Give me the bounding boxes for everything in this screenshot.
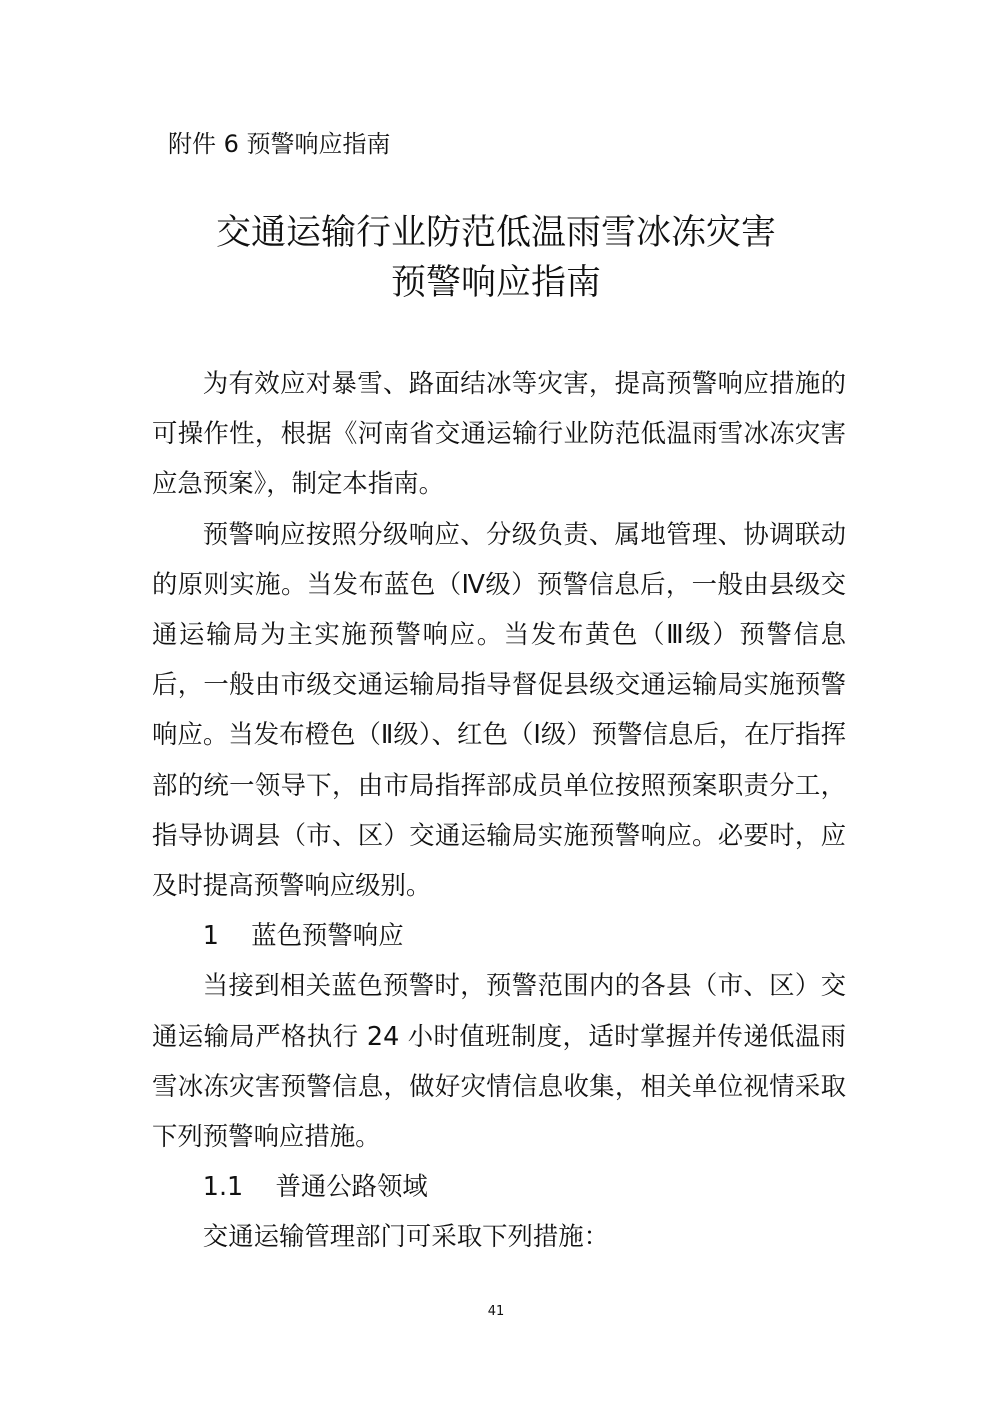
document-title xyxy=(0,208,992,308)
body-paragraph-1: 为有效应对暴雪、路面结冰等灾害，提高预警响应措施的可操作性，根据《河南省交通运输行业防范低温雨雪冰冻灾害应急预案》，制定本指南。 xyxy=(152,368,846,499)
document-title-line-1: 交通运输行业防范低温雨雪冰冻灾害 xyxy=(215,213,776,253)
section-heading-1-1: 1.1 普通公路领域 xyxy=(202,1171,428,1202)
body-paragraph-3: 当接到相关蓝色预警时，预警范围内的各县（市、区）交通运输局严格执行 24 小时值班制度，适时掌握并传递低温雨雪冰冻灾害预警信息，做好灾情信息收集，相关单位视情采取下列预警响应措施。 xyxy=(152,970,846,1152)
document-title-line-2: 预警响应指南 xyxy=(390,263,601,303)
page-number: 41 xyxy=(487,1304,505,1319)
attachment-label: 附件 6 预警响应指南 xyxy=(168,130,391,158)
body-paragraph-2: 预警响应按照分级响应、分级负责、属地管理、协调联动的原则实施。当发布蓝色（Ⅳ级）预警信息后，一般由县级交通运输局为主实施预警响应。当发布黄色（Ⅲ级）预警信息后，一般由市级交通运输局指导督促县级交通运输局实施预警响应。当发布橙色（Ⅱ级）、红色（Ⅰ级）预警信息后，在厅指挥部的统一领导下，由市局指挥部成员单位按照预案职责分工，指导协调县（市、区）交通运输局实施预警响应。必要时，应及时提高预警响应级别。 xyxy=(152,518,846,901)
section-heading-1: 1 蓝色预警响应 xyxy=(202,920,404,951)
document-body xyxy=(152,358,846,1262)
body-paragraph-4: 交通运输管理部门可采取下列措施： xyxy=(202,1221,610,1252)
